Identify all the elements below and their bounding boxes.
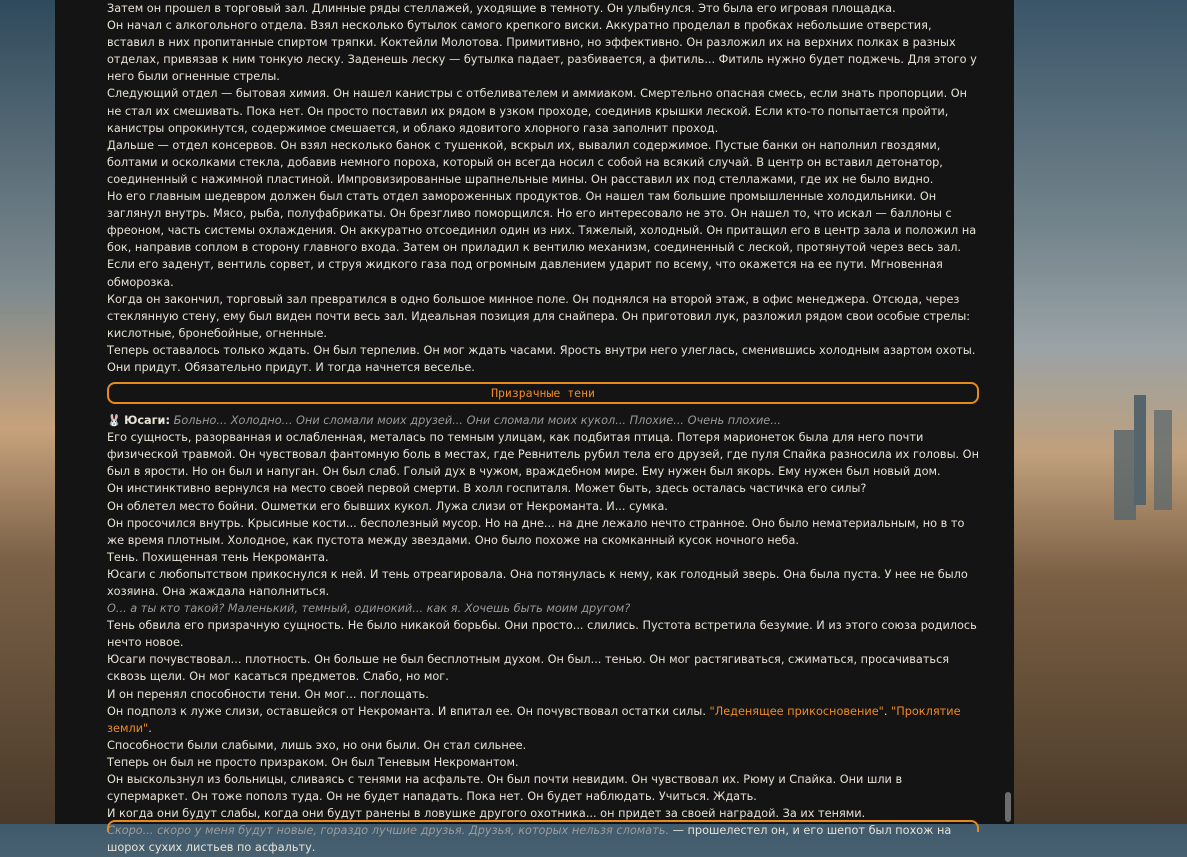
story-paragraph: Он просочился внутрь. Крысиные кости... бесполезный мусор. Но на дне... на дне лежало нечто странное. Оно было нематериальным, но в то же время плотным. Холодное, как пустота между звездами. Оно было похоже на скомканный кусок ночного неба. xyxy=(107,516,965,547)
story-paragraph: Он облетел место бойни. Ошметки его бывших кукол. Лужа слизи от Некроманта. И... сумка. xyxy=(107,499,668,513)
speaker-line xyxy=(107,412,979,429)
background-left xyxy=(0,0,55,824)
story-paragraph: Теперь оставалось только ждать. Он был терпелив. Он мог ждать часами. Ярость внутри него улеглась, сменившись холодным азартом охоты. Они придут. Обязательно придут. И тогда начнется веселье. xyxy=(107,343,976,374)
story-paragraph: И он перенял способности тени. Он мог... поглощать. xyxy=(107,687,429,701)
section-title: Призрачные тени xyxy=(491,385,595,400)
background-right xyxy=(1014,0,1187,824)
absorb-paragraph xyxy=(107,703,979,737)
section-divider xyxy=(107,382,979,404)
final-whisper: Скоро... скоро у меня будут новые, гораздо лучшие друзья. Друзья, которых нельзя сломать. xyxy=(107,824,670,838)
story-paragraph: Юсаги с любопытством прикоснулся к ней. И тень отреагировала. Она потянулась к нему, как голодный зверь. Она была пуста. У нее не было хозяина. Она жаждала наполниться. xyxy=(107,567,968,598)
absorb-end: . xyxy=(148,721,152,735)
story-paragraph: Способности были слабыми, лишь эхо, но они были. Он стал сильнее. xyxy=(107,738,527,752)
story-paragraph: Юсаги почувствовал... плотность. Он больше не был бесплотным духом. Он был... тенью. Он мог растягиваться, сжиматься, просачиваться сквозь щели. Он мог касаться предметов. Слабо, но мог. xyxy=(107,653,950,684)
spell-earth-curse: "Проклятие земли" xyxy=(107,704,961,735)
scrollbar-thumb[interactable] xyxy=(1005,792,1011,822)
story-paragraph: Когда он закончил, торговый зал превратился в одно большое минное поле. Он поднялся на второй этаж, в офис менеджера. Отсюда, через стеклянную стену, ему был виден почти весь зал. Идеальная позиция для снайпера. Он приготовил лук, разложил рядом свои особые стрелы: кислотные, бронебойные, огненные. xyxy=(107,292,971,340)
chat-panel[interactable] xyxy=(55,0,1014,855)
story-paragraph: Затем он прошел в торговый зал. Длинные ряды стеллажей, уходящие в темноту. Он улыбнулся. Это была его игровая площадка. xyxy=(107,2,896,15)
story-paragraph: Его сущность, разорванная и ослабленная, металась по темным улицам, как подбитая птица. Потеря марионеток была для него почти физической травмой. Он чувствовал фантомную боль в местах, где Ревнитель рубил тела его друзей, где пуля Спайка разносила их головы. Он был в ярости. Но он был и напуган. Он был слаб. Голый дух в чужом, враждебном мире. Ему нужен был якорь. Ему нужен был новый дом. xyxy=(107,431,979,479)
story-paragraph: Но его главным шедевром должен был стать отдел замороженных продуктов. Он нашел там большие промышленные холодильники. Он заглянул внутрь. Мясо, рыба, полуфабрикаты. Он брезгливо поморщился. Но его интересовало не это. Он нашел то, что искал — баллоны с фреоном, часть системы охлаждения. Он аккуратно отсоединил один из них. Тяжелый, холодный. Он притащил его в центр зала и положил на бок, направив соплом в сторону главного входа. Затем он приладил к вентилю механизм, соединенный с леской, протянутой через весь зал. Если его заденут, вентиль сорвет, и струя жидкого газа под огромным давлением ударит по всему, что окажется на ее пути. Мгновенная обморозка. xyxy=(107,190,977,289)
shadow-whisper: О... а ты кто такой? Маленький, темный, одинокий... как я. Хочешь быть моим другом? xyxy=(107,602,631,616)
speaker-name: Юсаги: xyxy=(124,414,170,428)
story-paragraph: Теперь он был не просто призраком. Он был Теневым Некромантом. xyxy=(107,755,519,769)
next-section-divider xyxy=(107,820,979,832)
story-paragraph: Дальше — отдел консервов. Он взял несколько банок с тушенкой, вскрыл их, вывалил содержимое. Пустые банки он наполнил гвоздями, болтами и осколками стекла, добавив немного пороха, который он всегда носил с собой на всякий случай. В центр он вставил детонатор, соединенный с нажимной пластиной. Импровизированные шрапнельные мины. Он расставил их под стеллажами, где их не было видно. xyxy=(107,138,943,186)
rabbit-icon: 🐰 xyxy=(107,414,122,428)
speaker-dialogue: Больно... Холодно... Они сломали моих друзей... Они сломали моих кукол... Плохие... Очень плохие... xyxy=(173,414,782,428)
story-content xyxy=(107,0,979,857)
spell-separator: . xyxy=(883,704,892,718)
story-paragraph: Тень обвила его призрачную сущность. Не было никакой борьбы. Они просто... слились. Пустота встретила безумие. И из этого союза родилось нечто новое. xyxy=(107,619,977,650)
story-paragraph: И когда они будут слабы, когда они будут ранены в ловушке другого охотника... он придет за своей наградой. За их тенями. xyxy=(107,807,866,821)
final-tail: — прошелестел он, и его шепот был похож на шорох сухих листьев по асфальту. xyxy=(107,824,952,855)
story-paragraph: Он начал с алкогольного отдела. Взял несколько бутылок самого крепкого виски. Аккуратно проделал в пробках небольшие отверстия, вставил в них пропитанные спиртом тряпки. Коктейли Молотова. Примитивно, но эффективно. Он разложил их на верхних полках в разных отделах, привязав к ним тонкую леску. Заденешь леску — бутылка падает, разбивается, а фитиль... Фитиль нужно будет поджечь. Для этого у него были огненные стрелы. xyxy=(107,19,977,84)
spell-chilling-touch: "Леденящее прикосновение" xyxy=(709,704,884,718)
story-paragraph: Он выскользнул из больницы, сливаясь с тенями на асфальте. Он был почти невидим. Он чувствовал их. Рюму и Спайка. Они шли в супермаркет. Он тоже пополз туда. Он не будет нападать. Пока нет. Он будет наблюдать. Учиться. Ждать. xyxy=(107,773,903,804)
absorb-text: Он подполз к луже слизи, оставшейся от Некроманта. И впитал ее. Он почувствовал остатки силы. xyxy=(107,704,710,718)
story-paragraph: Тень. Похищенная тень Некроманта. xyxy=(107,550,329,564)
story-paragraph: Он инстинктивно вернулся на место своей первой смерти. В холл госпиталя. Может быть, здесь осталась частичка его силы? xyxy=(107,482,867,496)
story-paragraph: Следующий отдел — бытовая химия. Он нашел канистры с отбеливателем и аммиаком. Смертельно опасная смесь, если знать пропорции. Он не стал их смешивать. Пока нет. Он просто поставил их рядом в узком проходе, соединив крышки леской. Если кто-то попытается пройти, канистры опрокинутся, содержимое смешается, и облако ядовитого хлорного газа заполнит проход. xyxy=(107,87,968,135)
